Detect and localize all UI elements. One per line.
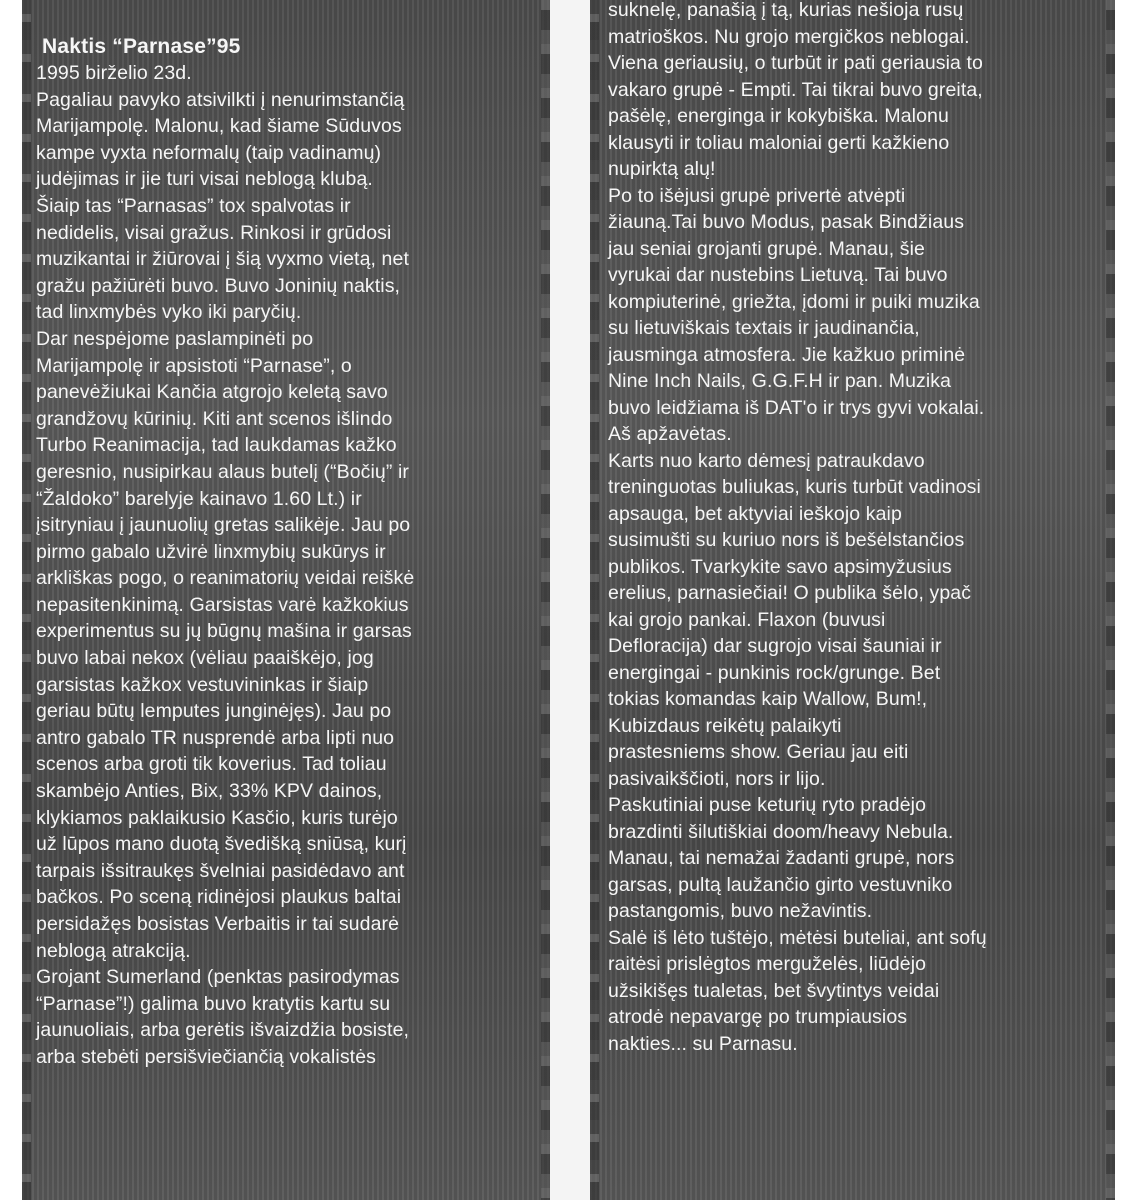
text-line: atrodė nepavargę po trumpiausios [608, 1006, 908, 1028]
text-line: Turbo Reanimacija, tad laukdamas kažko [36, 434, 397, 457]
text-line: jausminga atmosfera. Jie kažkuo priminė [608, 343, 966, 366]
text-line: buvo labai nekox (vėliau paaiškėjo, jog [36, 647, 374, 670]
text-line: antro gabalo TR nusprendė arba lipti nuo [36, 726, 395, 749]
text-line: pirmo gabalo užvirė linxmybių sukūrys ir [36, 540, 386, 563]
text-line: Viena geriausių, o turbūt ir pati geriausia to [608, 52, 983, 74]
text-line: buvo leidžiama iš DAT'o ir trys gyvi vokalai. [608, 396, 985, 419]
text-line: Aš apžavėtas. [608, 423, 732, 445]
text-line: Defloracija) dar sugrojo visai šauniai ir [608, 635, 942, 657]
text-line: persidažęs bosistas Verbaitis ir tai sudarė [36, 913, 400, 935]
text-line: “Parnase”!) galima buvo kratytis kartu su [36, 992, 391, 1015]
torn-edge-left [590, 0, 599, 1200]
text-line: brazdinti šilutiškiai doom/heavy Nebula. [608, 820, 954, 843]
text-line: pastangomis, buvo nežavintis. [608, 900, 873, 922]
text-line: Pagaliau pavyko atsivilkti į nenurimstančią [36, 88, 405, 111]
text-line: matrioškos. Nu grojo mergičkos neblogai. [608, 25, 970, 48]
text-line: žiauną.Tai buvo Modus, pasak Bindžiaus [608, 211, 965, 233]
text-line: suknelę, panašią į tą, kurias nešioja rusų [608, 0, 964, 21]
text-line: Paskutiniai puse keturių ryto pradėjo [608, 794, 927, 816]
text-line: publikos. Tvarkykite savo apsimyžusius [608, 555, 952, 578]
text-line: garsas, pultą laužančio girto vestuvniko [608, 873, 953, 896]
text-line: prastesniems show. Geriau jau eiti [608, 741, 909, 763]
text-line: Nine Inch Nails, G.G.F.H ir pan. Muzika [608, 370, 952, 392]
text-line: tokias komandas kaip Wallow, Bum!, [608, 688, 928, 710]
text-line: garsistas kažkox vestuvininkas ir šiaip [36, 673, 369, 696]
text-line: erelius, parnasiečiai! O publika šėlo, ypač [608, 582, 972, 604]
text-line: vakaro grupė - Empti. Tai tikrai buvo greita, [608, 78, 983, 101]
text-line: nupirktą alų! [608, 158, 716, 180]
text-line: panevėžiukai Kančia atgrojo keletą savo [36, 381, 388, 404]
text-line: Šiaip tas “Parnasas” tox spalvotas ir [36, 194, 351, 217]
text-line: scenos arba groti tik koverius. Tad toliau [36, 753, 387, 776]
text-line: treninguotas buliukas, kuris turbūt vadinosi [608, 476, 981, 498]
text-line: Karts nuo karto dėmesį patraukdavo [608, 449, 925, 472]
text-line: kampe vyxta neformalų (taip vadinamų) [36, 141, 382, 164]
text-line: įsitryniau į jaunuolių gretas salikėje. Jau po [36, 514, 411, 537]
text-line: užsikišęs tualetas, bet švytintys veidai [608, 979, 940, 1002]
text-line: Grojant Sumerland (penktas pasirodymas [36, 966, 400, 989]
text-line: pašėlę, energinga ir kokybiška. Malonu [608, 105, 949, 127]
text-line: neblogą atrakciją. [36, 939, 191, 962]
article-title: Naktis “Parnase”95 [42, 35, 241, 58]
text-line: arba stebėti persišviečiančią vokalistės [36, 1045, 376, 1068]
text-line: tarpais išsitraukęs švelniai pasidėdavo ant [36, 859, 405, 882]
text-line: nedidelis, visai gražus. Rinkosi ir grūdosi [36, 221, 392, 244]
article-text-left [36, 60, 550, 1071]
text-line: Marijampolę ir apsistoti “Parnase”, o [36, 354, 352, 377]
text-line: jaunuoliais, arba gerėtis išvaizdžia bosiste, [36, 1019, 410, 1042]
text-line: pasivaikščioti, nors ir lijo. [608, 767, 826, 790]
text-line: nakties... su Parnasu. [608, 1032, 798, 1055]
text-line: grandžovų kūrinių. Kiti ant scenos išlindo [36, 407, 393, 430]
text-line: skambėjo Anties, Bix, 33% KPV dainos, [36, 780, 383, 803]
text-line: nepasitenkinimą. Garsistas varė kažkokius [36, 593, 409, 616]
text-line: Salė iš lėto tuštėjo, mėtėsi buteliai, ant sofų [608, 926, 987, 949]
torn-edge-right [541, 0, 550, 1200]
text-line: Marijampolę. Malonu, kad šiame Sūduvos [36, 115, 402, 138]
text-line: geresnio, nusipirkau alaus butelį (“Bočių” ir [36, 460, 410, 483]
text-line: Dar nespėjome paslampinėti po [36, 327, 314, 350]
text-line: Po to išėjusi grupė privertė atvėpti [608, 184, 906, 207]
text-line: muzikantai ir žiūrovai į šią vyxmo vietą, net [36, 248, 409, 271]
text-line: vyrukai dar nustebins Lietuvą. Tai buvo [608, 264, 948, 286]
text-line: 1995 birželio 23d. [36, 62, 192, 84]
text-line: už lūpos mano duotą švedišką sniūsą, kurį [36, 833, 407, 856]
text-line: Kubizdaus reikėtų palaikyti [608, 714, 842, 737]
text-line: su lietuviškais textais ir jaudinančia, [608, 317, 920, 339]
article-text-right [608, 0, 1115, 1057]
torn-edge-right [1106, 0, 1115, 1200]
article-column-right [590, 0, 1115, 1200]
text-line: susimušti su kuriuo nors iš bešėlstančios [608, 529, 965, 551]
torn-edge-left [22, 0, 31, 1200]
text-line: “Žaldoko” barelyje kainavo 1.60 Lt.) ir [36, 487, 362, 510]
text-line: gražu pažiūrėti buvo. Buvo Joninių naktis, [36, 274, 401, 297]
text-line: bačkos. Po sceną ridinėjosi plaukus baltai [36, 886, 402, 909]
article-column-left [22, 0, 550, 1200]
text-line: tad linxmybės vyko iki paryčių. [36, 301, 302, 324]
text-line: kompiuterinė, griežta, įdomi ir puiki muzika [608, 290, 980, 313]
text-line: jau seniai grojanti grupė. Manau, šie [608, 237, 925, 260]
page-gutter [550, 0, 590, 1200]
text-line: kai grojo pankai. Flaxon (buvusi [608, 608, 886, 631]
text-line: geriau būtų lemputes junginėjęs). Jau po [36, 700, 392, 723]
text-line: Manau, tai nemažai žadanti grupė, nors [608, 847, 955, 869]
text-line: arkliškas pogo, o reanimatorių veidai reiškė [36, 567, 415, 590]
text-line: apsauga, bet aktyviai ieškojo kaip [608, 502, 902, 525]
text-line: raitėsi prislėgtos merguželės, liūdėjo [608, 953, 927, 975]
text-line: experimentus su jų būgnų mašina ir garsas [36, 620, 412, 643]
text-line: klykiamos paklaikusio Kasčio, kuris turėjo [36, 806, 398, 829]
text-line: energingai - punkinis rock/grunge. Bet [608, 661, 941, 684]
text-line: klausyti ir toliau maloniai gerti kažkieno [608, 131, 950, 154]
text-line: judėjimas ir jie turi visai neblogą klubą. [36, 168, 373, 191]
